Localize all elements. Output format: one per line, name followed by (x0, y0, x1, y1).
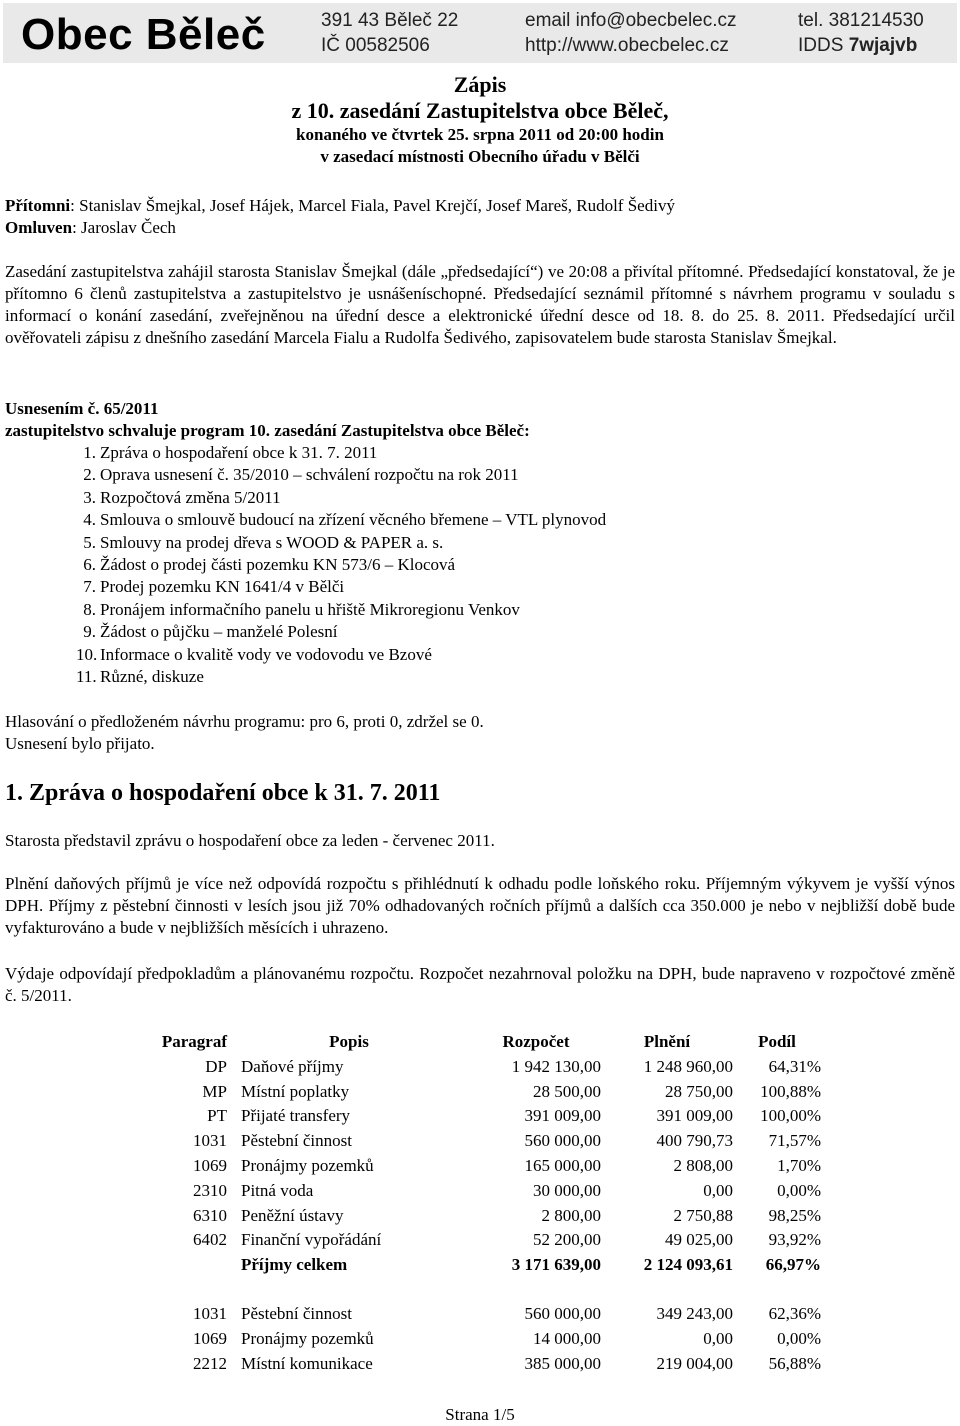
letterhead-phone (798, 8, 924, 58)
present-label: Přítomni (5, 196, 71, 215)
table-cell: Přijaté transfery (241, 1106, 351, 1126)
list-item-text: Rozpočtová změna 5/2011 (100, 487, 281, 507)
page-number: Strana 1/5 (445, 1405, 515, 1424)
list-item (76, 576, 606, 598)
table-row (145, 1055, 821, 1080)
section-heading: 1. Zpráva o hospodaření obce k 31. 7. 2011 (5, 780, 441, 806)
table-row (145, 1204, 821, 1229)
letterhead-address (321, 8, 458, 58)
list-item-number: 10. (76, 644, 98, 664)
title-line-3: konaného ve čtvrtek 25. srpna 2011 od 20:00 hodin (296, 125, 664, 144)
table-cell: 0,00% (777, 1180, 821, 1200)
table-cell: 0,00% (777, 1328, 821, 1348)
list-item-text: Různé, diskuze (100, 667, 204, 687)
table-cell: 1031 (193, 1303, 227, 1323)
email-link[interactable]: email info@obecbelec.cz (525, 10, 737, 31)
absent-label: Omluven (5, 218, 73, 237)
table-cell: 2310 (193, 1180, 227, 1200)
table-cell: 385 000,00 (524, 1353, 601, 1373)
list-item (76, 487, 606, 509)
table-cell: 560 000,00 (524, 1131, 601, 1151)
table-cell: 0,00 (703, 1328, 733, 1348)
list-item-text: Oprava usnesení č. 35/2010 – schválení rozpočtu na rok 2011 (100, 465, 519, 485)
resolution-block (5, 398, 955, 442)
table-cell: 1069 (193, 1328, 227, 1348)
col-header-rozpocet: Rozpočet (502, 1032, 570, 1051)
list-item-number: 6. (83, 555, 96, 575)
table-cell: 560 000,00 (524, 1303, 601, 1323)
table-row (145, 1302, 821, 1327)
table-cell: 30 000,00 (533, 1180, 601, 1200)
table-cell: 100,88% (760, 1081, 821, 1101)
letterhead (3, 3, 957, 63)
table-cell: 98,25% (768, 1205, 821, 1225)
table-cell: 71,57% (768, 1131, 821, 1151)
list-item-number: 4. (83, 510, 96, 530)
list-item-text: Informace o kvalitě vody ve vodovodu ve Bzové (100, 644, 432, 664)
table-cell: Peněžní ústavy (241, 1205, 344, 1225)
table-cell: 6310 (193, 1205, 227, 1225)
table-row (145, 1104, 821, 1129)
accepted-note: Usnesení bylo přijato. (5, 734, 155, 753)
table-cell: 0,00 (703, 1180, 733, 1200)
address: 391 43 Běleč 22 (321, 10, 459, 31)
table-cell: 1 248 960,00 (643, 1056, 733, 1076)
list-item (76, 554, 606, 576)
program-list (76, 442, 606, 688)
table-row (145, 1080, 821, 1105)
section-paragraph-2: Plnění daňových příjmů je více než odpovídá rozpočtu s přihlédnutí k odhadu podle loňského roku. Příjemným výkyvem je vyšší výnos DPH. Příjmy z pěstební činnosti v lesích jsou již 70% odhadovaných ročních příjmů a dalších cca 350.000 je nebo v nejbližší době bude vyfakturováno a bude v nejbližších měsících i uhrazeno. (5, 874, 955, 937)
table-cell: Místní poplatky (241, 1081, 350, 1101)
list-item (76, 464, 606, 486)
table-cell: 3 171 639,00 (511, 1255, 601, 1275)
table-row (145, 1253, 821, 1278)
document-title (0, 72, 960, 168)
list-item-text: Smlouvy na prodej dřeva s WOOD & PAPER a. s. (100, 532, 444, 552)
list-item-number: 11. (76, 667, 97, 687)
list-item-text: Prodej pozemku KN 1641/4 v Bělči (100, 577, 345, 597)
resolution-number (5, 398, 955, 420)
list-item (76, 644, 606, 666)
col-header-plneni: Plnění (643, 1032, 691, 1051)
title-line-2: z 10. zasedání Zastupitelstva obce Běleč, (291, 98, 669, 123)
list-item (76, 621, 606, 643)
table-row (145, 1154, 821, 1179)
table-spacer-row (145, 1278, 821, 1302)
idds-label: IDDS (798, 35, 844, 56)
attendance (5, 195, 955, 239)
table-cell: 6402 (193, 1230, 227, 1250)
table-cell: MP (202, 1081, 227, 1101)
list-item (76, 599, 606, 621)
vote-result: Hlasování o předloženém návrhu programu: pro 6, proti 0, zdržel se 0. (5, 712, 484, 731)
table-cell: 2212 (193, 1353, 227, 1373)
present-line (5, 195, 955, 217)
col-header-popis: Popis (329, 1032, 369, 1051)
vote-block (5, 711, 955, 755)
list-item-number: 2. (83, 465, 96, 485)
table-cell: 1 942 130,00 (511, 1056, 601, 1076)
col-header-paragraf: Paragraf (161, 1032, 227, 1051)
list-item-number: 5. (83, 532, 96, 552)
table-cell: Příjmy celkem (241, 1255, 348, 1275)
table-cell: Pitná voda (241, 1180, 314, 1200)
intro-paragraph: Zasedání zastupitelstva zahájil starosta Stanislav Šmejkal (dále „předsedající“) ve 20:08 a přivítal přítomné. Předsedající konstatoval, že je přítomno 6 členů zastupitelstva a zastupitelstvo je usnášeníschopné. Předsedající seznámil přítomné s návrhem programu v souladu s informací o konání zasedání, zveřejněnou na úřední desce a elektronické úřední desce od 18. 8. do 25. 8. 2011. Předsedající určil ověřovateli zápisu z dnešního zasedání Marcela Fialu a Rudolfa Šedivého, zapisovatelem bude starosta Stanislav Šmejkal. (5, 262, 955, 347)
resolution-text: zastupitelstvo schvaluje program 10. zasedání Zastupitelstva obce Běleč: (5, 421, 530, 440)
table-row (145, 1228, 821, 1253)
list-item-text: Žádost o prodej části pozemku KN 573/6 – Klocová (100, 555, 456, 575)
present-names: : Stanislav Šmejkal, Josef Hájek, Marcel Fiala, Pavel Krejčí, Josef Mareš, Rudolf Šedivý (70, 196, 675, 215)
table-cell: 2 750,88 (673, 1205, 733, 1225)
section-paragraph-3: Výdaje odpovídají předpokladům a plánovanému rozpočtu. Rozpočet nezahrnoval položku na DPH, bude napraveno v rozpočtové změně č. 5/2011. (5, 964, 955, 1005)
table-cell: 349 243,00 (656, 1303, 733, 1323)
title-line-4: v zasedací místnosti Obecního úřadu v Bělči (320, 147, 640, 166)
list-item-text: Žádost o půjčku – manželé Polesní (100, 622, 338, 642)
table-cell: 28 500,00 (533, 1081, 601, 1101)
table-cell: Pěstební činnost (241, 1303, 352, 1323)
list-item-text: Smlouva o smlouvě budoucí na zřízení věcného břemene – VTL plynovod (100, 510, 607, 530)
budget-table (145, 1030, 821, 1376)
municipality-name: Obec Běleč (21, 10, 266, 59)
table-cell: 219 004,00 (656, 1353, 733, 1373)
table-spacer-cell (145, 1278, 821, 1302)
table-cell: 93,92% (768, 1230, 821, 1250)
table-cell: Finanční vypořádání (241, 1230, 382, 1250)
list-item-number: 1. (83, 443, 96, 462)
table-cell: 391 009,00 (524, 1106, 601, 1126)
table-cell: 1,70% (777, 1155, 821, 1175)
list-item (76, 666, 606, 688)
table-cell: Daňové příjmy (241, 1056, 344, 1076)
table-cell: 64,31% (768, 1056, 821, 1076)
table-cell: 400 790,73 (656, 1131, 733, 1151)
col-header-podil: Podíl (758, 1032, 796, 1051)
list-item (76, 442, 606, 464)
list-item-text: Zpráva o hospodaření obce k 31. 7. 2011 (100, 443, 378, 462)
table-row (145, 1352, 821, 1377)
table-cell: 28 750,00 (665, 1081, 733, 1101)
idds-value: 7wjajvb (848, 35, 918, 56)
table-cell: 14 000,00 (533, 1328, 601, 1348)
table-cell: 1031 (193, 1131, 227, 1151)
table-cell (145, 1253, 227, 1278)
idds (798, 33, 924, 58)
table-cell: Pěstební činnost (241, 1131, 352, 1151)
ic-number: IČ 00582506 (321, 35, 430, 56)
table-cell: 66,97% (765, 1255, 821, 1275)
table-cell: 100,00% (760, 1106, 821, 1126)
table-row (145, 1129, 821, 1154)
table-cell: 49 025,00 (665, 1230, 733, 1250)
absent-line (5, 217, 955, 239)
list-item (76, 509, 606, 531)
table-cell: 165 000,00 (524, 1155, 601, 1175)
title-line-1: Zápis (453, 72, 507, 97)
table-cell: 2 808,00 (673, 1155, 733, 1175)
list-item-text: Pronájem informačního panelu u hřiště Mikroregionu Venkov (100, 599, 520, 619)
list-item-number: 3. (83, 487, 96, 507)
table-cell: 52 200,00 (533, 1230, 601, 1250)
resolution-label: Usnesením č. (5, 399, 100, 418)
section-paragraph-1: Starosta představil zprávu o hospodaření obce za leden - červenec 2011. (5, 831, 495, 850)
table-cell: 56,88% (768, 1353, 821, 1373)
table-cell: DP (205, 1056, 227, 1076)
table-cell: 1069 (193, 1155, 227, 1175)
table-cell: Pronájmy pozemků (241, 1328, 374, 1348)
table-cell: 391 009,00 (656, 1106, 733, 1126)
table-cell: 2 800,00 (541, 1205, 601, 1225)
list-item (76, 532, 606, 554)
table-row (145, 1327, 821, 1352)
table-cell: Místní komunikace (241, 1353, 373, 1373)
web-link[interactable]: http://www.obecbelec.cz (525, 35, 729, 56)
absent-names: : Jaroslav Čech (72, 218, 176, 237)
table-cell: 62,36% (768, 1303, 821, 1323)
table-header-row (145, 1030, 821, 1055)
table-cell: PT (207, 1106, 227, 1126)
phone-number: tel. 381214530 (798, 10, 924, 31)
letterhead-contacts (525, 8, 737, 58)
table-row (145, 1179, 821, 1204)
table-cell: Pronájmy pozemků (241, 1155, 374, 1175)
list-item-number: 7. (83, 577, 96, 597)
list-item-number: 8. (83, 599, 96, 619)
list-item-number: 9. (83, 622, 96, 642)
resolution-value: 65/2011 (99, 399, 159, 418)
table-cell: 2 124 093,61 (643, 1255, 733, 1275)
